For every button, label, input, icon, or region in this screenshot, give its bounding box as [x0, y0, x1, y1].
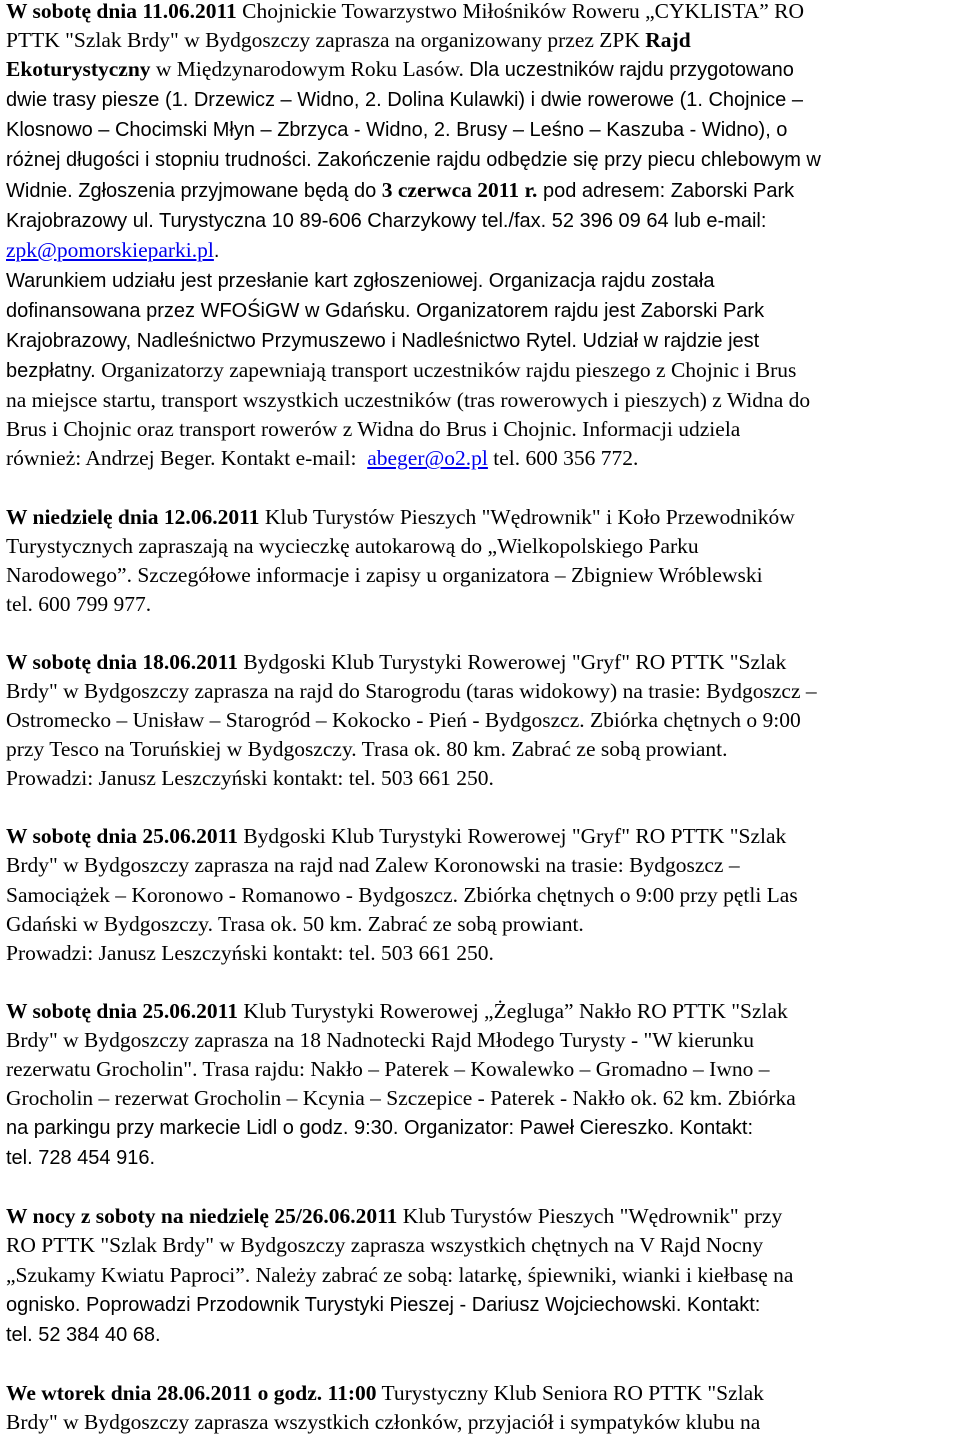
- body-text: Turystycznych zapraszają na wycieczkę autokarową do „Wielkopolskiego Parku: [6, 533, 699, 558]
- text-line: [6, 1143, 956, 1173]
- text-line: [6, 561, 956, 590]
- body-text: Organizatorzy zapewniają transport uczestników rajdu pieszego z Chojnic i Brus: [101, 358, 797, 383]
- body-text: Bydgoski Klub Turystyki Rowerowej "Gryf" RO PTTK "Szlak: [237, 824, 787, 849]
- body-text: tel. 600 356 772.: [487, 446, 639, 471]
- body-text: Prowadzi: Janusz Leszczyński kontakt: tel. 503 661 250.: [6, 940, 494, 965]
- announcement-section: [6, 648, 956, 793]
- body-text: Chojnickie Towarzystwo Miłośników Roweru „CYKLISTA” RO: [236, 0, 805, 23]
- text-line: [6, 85, 956, 115]
- text-line: [6, 444, 956, 473]
- body-text: Prowadzi: Janusz Leszczyński kontakt: tel. 503 661 250.: [6, 766, 494, 791]
- announcement-section: [6, 1379, 956, 1437]
- text-line: [6, 1231, 956, 1260]
- event-date-heading: W nocy z soboty na niedzielę 25/26.06.2011: [6, 1204, 398, 1229]
- text-line: [6, 1290, 956, 1320]
- body-text: pod adresem: Zaborski Park: [537, 179, 795, 202]
- text-line: [6, 326, 956, 356]
- text-line: [6, 735, 956, 764]
- text-line: [6, 1202, 956, 1231]
- body-text: RO PTTK "Szlak Brdy" w Bydgoszczy zaprasza wszystkich chętnych na V Rajd Nocny: [6, 1233, 764, 1258]
- text-line: [6, 0, 956, 26]
- body-text: Dla uczestników rajdu przygotowano: [469, 59, 794, 82]
- body-text: przy Tesco na Toruńskiej w Bydgoszczy. Trasa ok. 80 km. Zabrać ze sobą prowiant.: [6, 737, 728, 762]
- text-line: [6, 115, 956, 145]
- body-text: rezerwatu Grocholin". Trasa rajdu: Nakło – Paterek – Kowalewko – Gromadno – Iwno –: [6, 1057, 770, 1081]
- text-line: [6, 415, 956, 444]
- text-line: [6, 296, 956, 326]
- email-link[interactable]: abeger@o2.pl: [367, 446, 488, 471]
- body-text: różnej długości i stopniu trudności. Zakończenie rajdu odbędzie się przy piecu chlebowym w: [6, 149, 821, 172]
- announcement-section: [6, 822, 956, 967]
- body-text: Widnie. Zgłoszenia przyjmowane będą do: [6, 179, 382, 202]
- body-text: Grocholin – rezerwat Grocholin – Kcynia – Szczepice - Paterek - Nakło ok. 62 km. Zbiórka: [6, 1086, 796, 1111]
- body-text: na miejsce startu, transport wszystkich uczestników (tras rowerowych i pieszych) z Widna do: [6, 388, 811, 413]
- body-text: Brus i Chojnic oraz transport rowerów z Widna do Brus i Chojnic. Informacji udziela: [6, 417, 741, 442]
- body-text: tel. 52 384 40 68.: [6, 1323, 161, 1346]
- body-text: Brdy" w Bydgoszczy zaprasza na rajd nad Zalew Koronowski na trasie: Bydgoszcz –: [6, 853, 740, 878]
- announcement-section: [6, 503, 956, 619]
- text-line: [6, 356, 956, 386]
- body-text: Klub Turystów Pieszych "Wędrownik" przy: [397, 1204, 783, 1229]
- body-text: Bydgoski Klub Turystyki Rowerowej "Gryf" RO PTTK "Szlak: [237, 649, 787, 674]
- body-text: w Międzynarodowym Roku Lasów.: [150, 57, 470, 82]
- email-link[interactable]: zpk@pomorskieparki.pl: [6, 237, 214, 262]
- body-text: „Szukamy Kwiatu Paproci”. Należy zabrać ze sobą: latarkę, śpiewniki, wianki i kiełbasę na: [6, 1262, 794, 1287]
- body-text: tel. 728 454 916.: [6, 1147, 156, 1170]
- text-line: [6, 386, 956, 415]
- event-date-heading: W sobotę dnia 25.06.2011: [6, 998, 238, 1023]
- text-line: [6, 677, 956, 706]
- text-line: [6, 881, 956, 910]
- body-text: Brdy" w Bydgoszczy zaprasza na 18 Nadnotecki Rajd Młodego Turysty - "W kierunku: [6, 1027, 755, 1052]
- text-line: [6, 1113, 956, 1143]
- body-text: bezpłatny.: [6, 360, 102, 383]
- body-text: Brdy" w Bydgoszczy zaprasza na rajd do Starogrodu (taras widokowy) na trasie: Bydgoszcz –: [6, 678, 817, 703]
- text-line: [6, 1055, 956, 1084]
- text-line: [6, 590, 956, 619]
- event-date-heading: W sobotę dnia 11.06.2011: [6, 0, 237, 23]
- text-line: [6, 532, 956, 561]
- event-date-heading: 3 czerwca 2011 r.: [381, 177, 538, 202]
- text-line: [6, 764, 956, 793]
- text-line: [6, 1379, 956, 1408]
- body-text: Brdy" w Bydgoszczy zaprasza wszystkich członków, przyjaciół i sympatyków klubu na: [6, 1409, 761, 1434]
- body-text: Klub Turystów Pieszych "Wędrownik" i Koło Przewodników: [259, 504, 795, 529]
- text-line: [6, 939, 956, 968]
- body-text: Samociążek – Koronowo - Romanowo - Bydgoszcz. Zbiórka chętnych o 9:00 przy pętli Las: [6, 882, 798, 907]
- event-date-heading: Rajd: [645, 28, 691, 53]
- body-text: dwie trasy piesze (1. Drzewicz – Widno, 2. Dolina Kulawki) i dwie rowerowe (1. Chojnice –: [6, 89, 803, 112]
- text-line: [6, 1408, 956, 1437]
- body-text: Gdański w Bydgoszczy. Trasa ok. 50 km. Zabrać ze sobą prowiant.: [6, 911, 584, 936]
- body-text: .: [213, 239, 220, 262]
- text-line: [6, 1026, 956, 1055]
- body-text: Klosnowo – Chocimski Młyn – Zbrzyca - Widno, 2. Brusy – Leśno – Kaszuba - Widno), o: [6, 119, 788, 142]
- text-line: [6, 206, 956, 236]
- body-text: Klub Turystyki Rowerowej „Żegluga” Nakło RO PTTK "Szlak: [237, 998, 788, 1023]
- text-line: [6, 822, 956, 851]
- text-line: [6, 145, 956, 175]
- body-text: na parkingu przy markecie Lidl o godz. 9:30. Organizator: Paweł Ciereszko. Kontakt:: [6, 1117, 754, 1140]
- body-text: Narodowego”. Szczegółowe informacje i zapisy u organizatora – Zbigniew Wróblewski: [6, 562, 763, 587]
- event-date-heading: W sobotę dnia 18.06.2011: [6, 649, 238, 674]
- text-line: [6, 55, 956, 85]
- text-line: [6, 1261, 956, 1290]
- body-text: ognisko. Poprowadzi Przodownik Turystyki Pieszej - Dariusz Wojciechowski. Kontakt:: [6, 1293, 761, 1316]
- body-text: również: Andrzej Beger. Kontakt e-mail:: [6, 446, 368, 471]
- body-text: Warunkiem udziału jest przesłanie kart zgłoszeniowej. Organizacja rajdu została: [6, 269, 715, 292]
- document-page: [6, 0, 956, 1437]
- text-line: [6, 648, 956, 677]
- event-date-heading: W sobotę dnia 25.06.2011: [6, 824, 238, 849]
- text-line: [6, 1320, 956, 1350]
- body-text: dofinansowana przez WFOŚiGW w Gdańsku. Organizatorem rajdu jest Zaborski Park: [6, 299, 765, 322]
- text-line: [6, 26, 956, 55]
- body-text: Krajobrazowy, Nadleśnictwo Przymuszewo i Nadleśnictwo Rytel. Udział w rajdzie jest: [6, 330, 760, 353]
- announcement-section: [6, 1202, 956, 1349]
- text-line: [6, 236, 956, 266]
- text-line: [6, 851, 956, 880]
- announcement-section: [6, 997, 956, 1174]
- event-date-heading: W niedzielę dnia 12.06.2011: [6, 504, 260, 529]
- text-line: [6, 176, 956, 206]
- text-line: [6, 266, 956, 296]
- announcement-section: [6, 0, 956, 474]
- body-text: Ostromecko – Unisław – Starogród – Kokocko - Pień - Bydgoszcz. Zbiórka chętnych o 9:00: [6, 708, 801, 733]
- body-text: tel. 600 799 977.: [6, 591, 152, 616]
- text-line: [6, 997, 956, 1026]
- text-line: [6, 706, 956, 735]
- body-text: Krajobrazowy ul. Turystyczna 10 89-606 Charzykowy tel./fax. 52 396 09 64 lub e-mail:: [6, 209, 767, 232]
- event-date-heading: Ekoturystyczny: [6, 57, 151, 82]
- text-line: [6, 1084, 956, 1113]
- body-text: Turystyczny Klub Seniora RO PTTK "Szlak: [376, 1380, 764, 1405]
- text-line: [6, 910, 956, 939]
- text-line: [6, 503, 956, 532]
- body-text: PTTK "Szlak Brdy" w Bydgoszczy zaprasza na organizowany przez ZPK: [6, 28, 646, 53]
- event-date-heading: We wtorek dnia 28.06.2011 o godz. 11:00: [6, 1380, 377, 1405]
